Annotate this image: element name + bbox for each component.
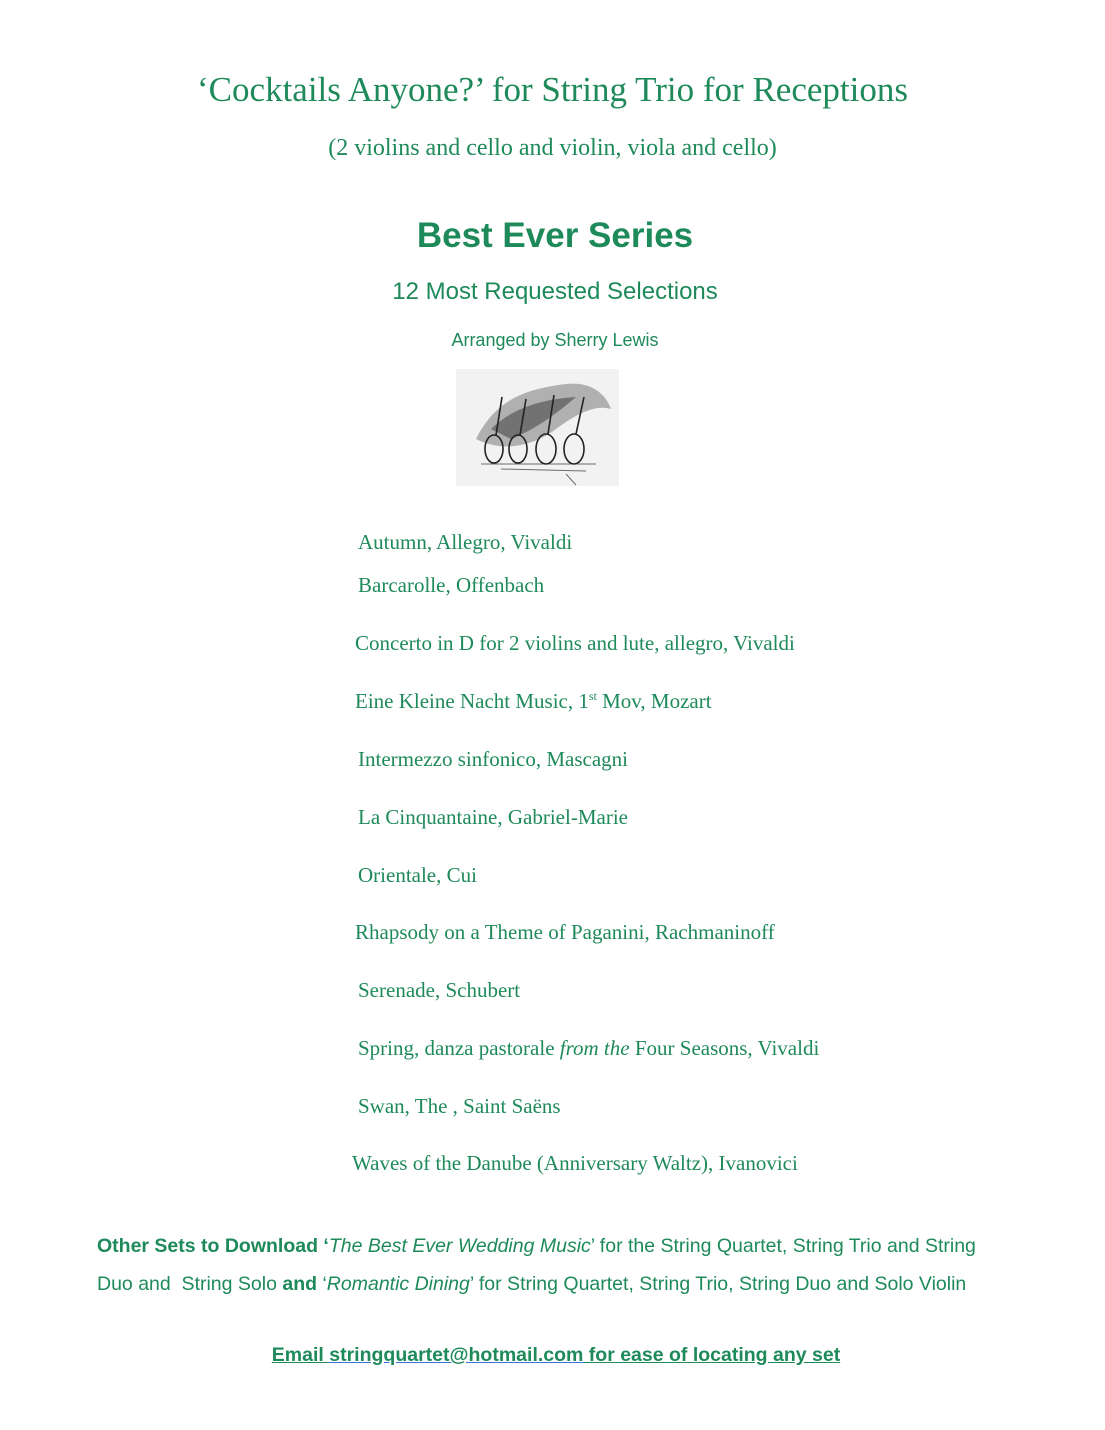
email-line [0,1344,1105,1367]
other-sets-text: ’ for String Quartet, String Trio, String Duo and Solo Violin [469,1272,967,1295]
selection-item: Orientale, Cui [358,863,477,887]
email-link[interactable]: stringquartet@hotmail.com [329,1344,584,1366]
other-set-title: Romantic Dining [326,1272,470,1295]
requested-heading: 12 Most Requested Selections [392,278,718,305]
page-subtitle: (2 violins and cello and violin, viola and cello) [328,135,777,161]
selection-text: Spring, danza pastorale [358,1036,560,1060]
selection-item: Serenade, Schubert [358,978,521,1002]
selection-item: Intermezzo sinfonico, Mascagni [358,747,628,771]
selection-item [358,1036,819,1061]
selection-text: Mov, Mozart [596,689,712,713]
selection-item: Barcarolle, Offenbach [358,573,545,597]
arranger-credit: Arranged by Sherry Lewis [451,330,659,350]
selection-item [355,689,712,714]
selection-text: Eine Kleine Nacht Music, 1 [355,689,589,713]
selection-item: Concerto in D for 2 violins and lute, allegro, Vivaldi [355,631,795,655]
ordinal-suffix: st [588,689,597,703]
other-sets-text: ‘ [317,1272,327,1295]
other-sets-lead: Other Sets to Download ‘ [97,1235,329,1257]
violins-sketch-image [456,369,619,486]
page-title: ‘Cocktails Anyone?’ for String Trio for Receptions [197,70,908,109]
other-sets-and: and [282,1272,318,1295]
selection-item: Autumn, Allegro, Vivaldi [358,530,573,554]
email-prefix: Email [271,1344,330,1366]
selection-item: La Cinquantaine, Gabriel-Marie [358,805,628,829]
selection-item: Waves of the Danube (Anniversary Waltz), Ivanovici [352,1151,798,1175]
selection-item: Swan, The , Saint Saëns [358,1094,561,1118]
other-sets-text: ’ for the String Quartet, String Trio and String Duo and String Solo [97,1235,1003,1295]
email-suffix: for ease of locating any set [583,1344,841,1366]
series-heading: Best Ever Series [416,216,694,255]
selection-item: Rhapsody on a Theme of Paganini, Rachmaninoff [355,920,775,944]
selection-text: Four Seasons, Vivaldi [629,1036,820,1060]
selection-italic: from the [559,1036,630,1060]
other-set-title: The Best Ever Wedding Music [328,1235,591,1257]
other-sets-paragraph [97,1228,1017,1303]
